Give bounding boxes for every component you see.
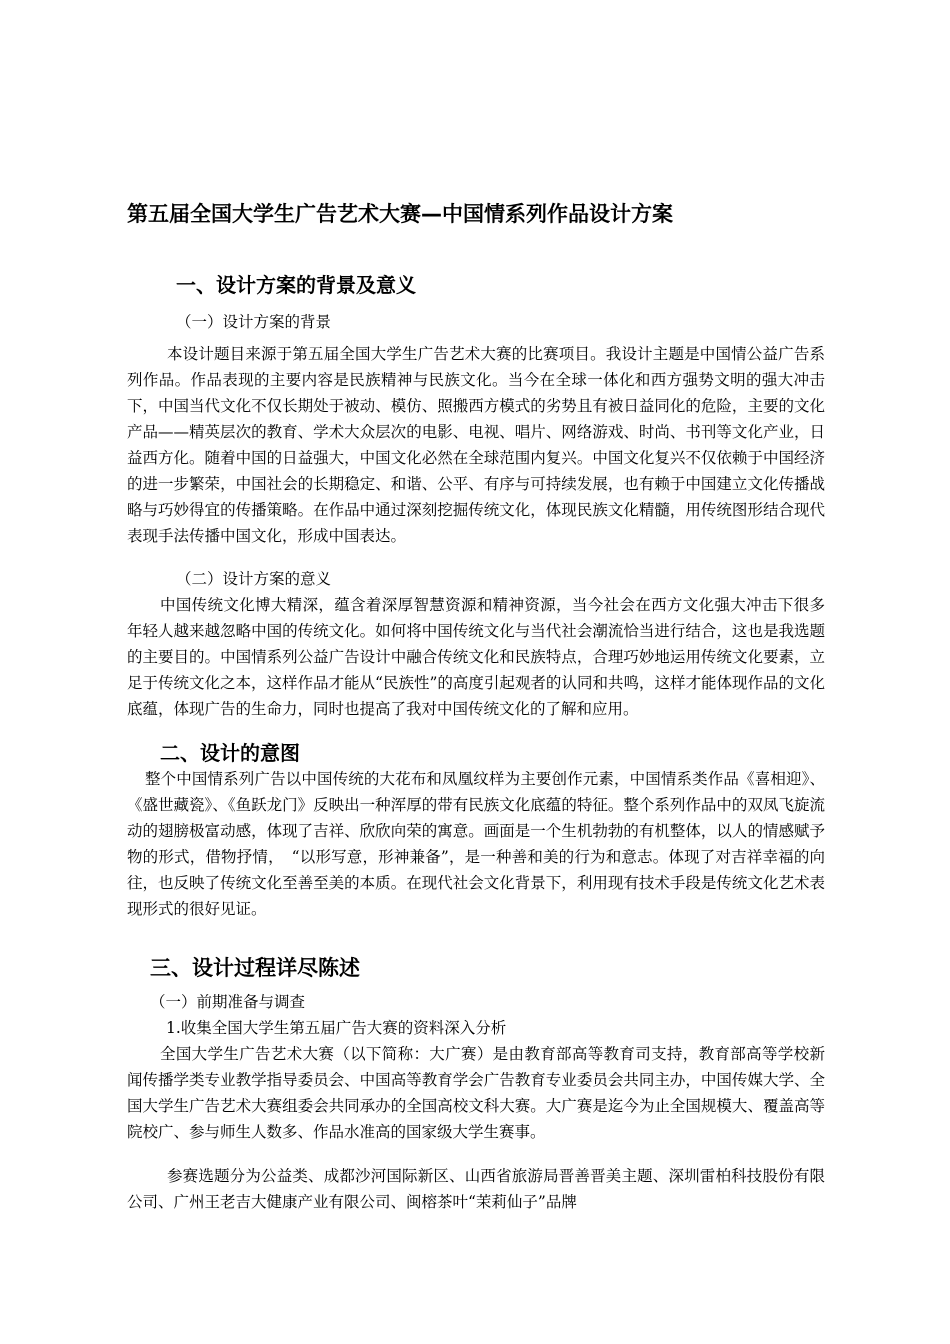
paragraph-significance: 中国传统文化博大精深，蕴含着深厚智慧资源和精神资源，当今社会在西方文化强大冲击下很多年轻人越来越忽略中国的传统文化。如何将中国传统文化与当代社会潮流恰当进行结合，这也是我选题的主要目的。中国情系列公益广告设计中融合传统文化和民族特点，合理巧妙地运用传统文化要素，立足于传统文化之本，这样作品才能从“民族性”的高度引起观者的认同和共鸣，这样才能体现作品的文化底蕴，体现广告的生命力，同时也提高了我对中国传统文化的了解和应用。 [127, 596, 825, 718]
paragraph-background: 本设计题目来源于第五届全国大学生广告艺术大赛的比赛项目。我设计主题是中国情公益广告系列作品。作品表现的主要内容是民族精神与民族文化。当今在全球一体化和西方强势文明的强大冲击下，中国当代文化不仅长期处于被动、模仿、照搬西方模式的劣势且有被日益同化的危险，主要的文化产品——精英层次的教育、学术大众层次的电影、电视、唱片、网络游戏、时尚、书刊等文化产业，日益西方化。随着中国的日益强大，中国文化必然在全球范围内复兴。中国文化复兴不仅依赖于中国经济的进一步繁荣，中国社会的长期稳定、和谐、公平、有序与可持续发展，也有赖于中国建立文化传播战略与巧妙得宜的传播策略。在作品中通过深刻挖掘传统文化，体现民族文化精髓，用传统图形结合现代表现手法传播中国文化，形成中国表达。 [127, 345, 825, 545]
list-item-collect-materials: 1.收集全国大学生第五届广告大赛的资料深入分析 [166, 1019, 507, 1037]
subheading-preparation: （一）前期准备与调查 [150, 993, 306, 1011]
paragraph-topics: 参赛选题分为公益类、成都沙河国际新区、山西省旅游局晋善晋美主题、深圳雷柏科技股份有限公司、广州王老吉大健康产业有限公司、闽榕茶叶“茉莉仙子”品牌 [127, 1167, 825, 1211]
paragraph-intent: 整个中国情系列广告以中国传统的大花布和凤凰纹样为主要创作元素，中国情系类作品《喜相迎》、《盛世藏瓷》、《鱼跃龙门》反映出一种浑厚的带有民族文化底蕴的特征。整个系列作品中的双凤飞旋流动的翅膀极富动感，体现了吉祥、欣欣向荣的寓意。画面是一个生机勃勃的有机整体，以人的情感赋予物的形式，借物抒情， “以形写意，形神兼备”，是一种善和美的行为和意志。体现了对吉祥幸福的向往，也反映了传统文化至善至美的本质。在现代社会文化背景下，利用现有技术手段是传统文化艺术表现形式的很好见证。 [127, 770, 825, 918]
subheading-background: （一）设计方案的背景 [176, 313, 332, 331]
document-title: 第五届全国大学生广告艺术大赛—中国情系列作品设计方案 [127, 202, 673, 226]
section-heading-process: 三、设计过程详尽陈述 [150, 956, 360, 980]
subheading-significance: （二）设计方案的意义 [176, 570, 332, 588]
section-heading-intent: 二、设计的意图 [160, 741, 300, 765]
section-heading-background: 一、设计方案的背景及意义 [176, 273, 416, 297]
paragraph-competition-intro: 全国大学生广告艺术大赛（以下简称：大广赛）是由教育部高等教育司支持，教育部高等学校新闻传播学类专业教学指导委员会、中国高等教育学会广告教育专业委员会共同主办，中国传媒大学、全国大学生广告艺术大赛组委会共同承办的全国高校文科大赛。大广赛是迄今为止全国规模大、覆盖高等院校广、参与师生人数多、作品水准高的国家级大学生赛事。 [127, 1045, 825, 1141]
